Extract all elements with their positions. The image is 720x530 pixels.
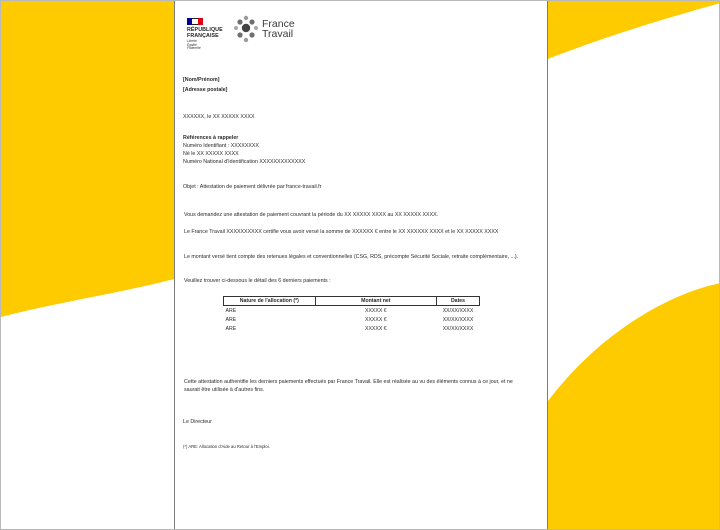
right-bottom-yellow-shape: [548, 283, 720, 530]
france-travail-dots-icon: [233, 15, 259, 43]
paragraph-deductions: Le montant versé tient compte des retenues légales et conventionnelles (CSG, RDS, précompte Sécurité Sociale, retraite complémentaire, ...).: [184, 254, 519, 260]
recipient-name: [Nom/Prénom]: [183, 77, 220, 83]
cell-nature: ARE: [225, 316, 237, 323]
letter-page: [174, 1, 548, 530]
left-yellow-shape: [1, 1, 174, 317]
references-title: Références à rappeler: [183, 135, 239, 141]
place-date: XXXXXX, le XX XXXXX XXXX: [183, 114, 255, 120]
republique-francaise-logo: [187, 18, 227, 51]
reference-nir: Numéro National d'Identification XXXXXXXXXXXXX: [183, 159, 306, 165]
header-nature: Nature de l'allocation (*): [224, 297, 316, 306]
cell-montant: XXXXX €: [365, 326, 387, 333]
table-header-row: [224, 297, 480, 306]
rf-motto-2: Égalité: [187, 42, 197, 47]
header-dates: Dates: [437, 297, 480, 306]
closing-paragraph: Cette attestation authentifie les derniers paiements effectués par France Travail. Elle est réalisée au vu des éléments connus à ce jour, et ne saurait être utilisée à d'autres fins.: [184, 379, 513, 393]
reference-identifiant: Numéro Identifiant : XXXXXXXX: [183, 143, 259, 149]
cell-date: XX/XX/XXXX: [442, 316, 474, 323]
france-travail-logo: [233, 15, 295, 43]
ft-line2: Travail: [262, 28, 294, 40]
cell-montant: XXXXX €: [365, 307, 387, 314]
table-row: [224, 325, 480, 335]
rf-title-line2: FRANÇAISE: [187, 33, 219, 39]
letter-subject: Objet : Attestation de paiement délivrée par france-travail.fr: [183, 184, 322, 190]
paragraph-period: Vous demandez une attestation de paiement couvrant la période du XX XXXXX XXXX au XX XXXXX XXXX.: [184, 212, 439, 218]
cell-date: XX/XX/XXXX: [442, 307, 474, 314]
signature: Le Directeur: [183, 419, 212, 425]
recipient-address: [Adresse postale]: [183, 87, 228, 93]
table-row: [224, 315, 480, 325]
ft-line1: France: [262, 17, 295, 30]
france-travail-wordmark: [262, 19, 295, 40]
marianne-icon: [187, 18, 203, 25]
cell-nature: ARE: [225, 307, 237, 314]
paragraph-details-intro: Veuillez trouver ci-dessous le détail des 6 derniers paiements :: [184, 278, 331, 284]
rf-motto-3: Fraternité: [187, 46, 201, 51]
footnote: (*) ARE: Allocation d'Aide au Retour à l'Emploi.: [183, 444, 270, 449]
payments-table: [223, 296, 480, 334]
rf-motto-1: Liberté: [187, 39, 197, 43]
reference-naissance: Né le XX XXXXX XXXX: [183, 151, 239, 157]
table-row: [224, 306, 480, 316]
rf-motto: [187, 40, 227, 51]
right-top-yellow-shape: [548, 1, 720, 59]
cell-date: XX/XX/XXXX: [442, 326, 474, 333]
cell-montant: XXXXX €: [365, 316, 387, 323]
rf-title-line1: RÉPUBLIQUE: [187, 27, 223, 33]
paragraph-amount: Le France Travail XXXXXXXXXX certifie vous avoir versé la somme de XXXXXX € entre le XX XXXXXX XXXX et le XX XXXXX XXXX: [184, 229, 499, 235]
header-montant: Montant net: [315, 297, 436, 306]
cell-nature: ARE: [225, 326, 237, 333]
